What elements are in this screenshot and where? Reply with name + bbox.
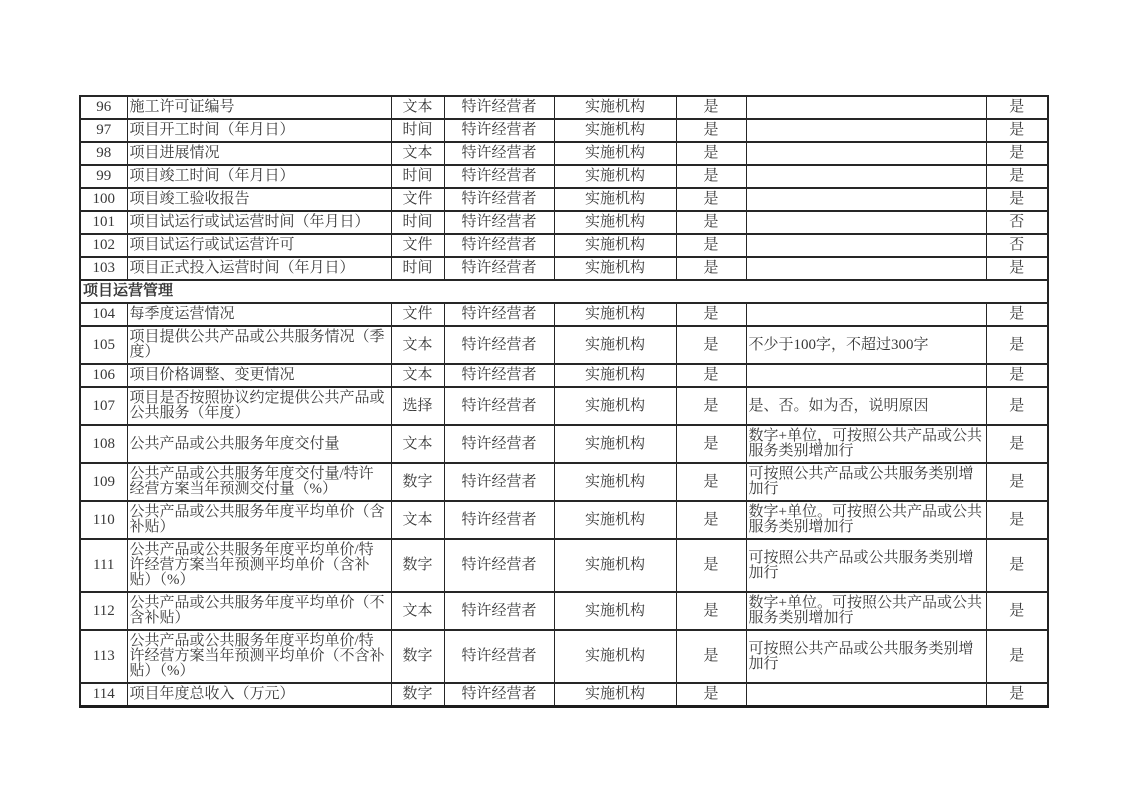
table-row (80, 501, 1048, 539)
cell-seq-number: 110 (80, 501, 127, 539)
cell-public-flag: 是 (986, 425, 1048, 463)
cell-seq-number: 109 (80, 463, 127, 501)
cell-note: 不少于100字，不超过300字 (746, 326, 986, 364)
cell-item-name: 项目提供公共产品或公共服务情况（季度） (127, 326, 391, 364)
cell-item-name: 项目正式投入运营时间（年月日） (127, 257, 391, 280)
table-row (80, 592, 1048, 630)
cell-data-type: 时间 (391, 257, 444, 280)
cell-seq-number: 102 (80, 234, 127, 257)
cell-fill-party: 特许经营者 (444, 142, 554, 165)
cell-fill-party: 特许经营者 (444, 387, 554, 425)
cell-required-flag: 是 (676, 501, 746, 539)
cell-note: 是、否。如为否，说明原因 (746, 387, 986, 425)
cell-note (746, 119, 986, 142)
cell-seq-number: 114 (80, 683, 127, 707)
table-row (80, 234, 1048, 257)
cell-review-party: 实施机构 (554, 630, 676, 683)
cell-required-flag: 是 (676, 683, 746, 707)
cell-data-type: 时间 (391, 165, 444, 188)
cell-data-type: 文件 (391, 234, 444, 257)
cell-required-flag: 是 (676, 165, 746, 188)
cell-seq-number: 98 (80, 142, 127, 165)
cell-seq-number: 100 (80, 188, 127, 211)
cell-seq-number: 112 (80, 592, 127, 630)
cell-item-name: 施工许可证编号 (127, 96, 391, 119)
cell-fill-party: 特许经营者 (444, 463, 554, 501)
cell-fill-party: 特许经营者 (444, 364, 554, 387)
cell-public-flag: 是 (986, 303, 1048, 326)
cell-note: 数字+单位。可按照公共产品或公共服务类别增加行 (746, 501, 986, 539)
cell-item-name: 项目试运行或试运营时间（年月日） (127, 211, 391, 234)
cell-required-flag: 是 (676, 364, 746, 387)
cell-required-flag: 是 (676, 257, 746, 280)
cell-item-name: 项目竣工验收报告 (127, 188, 391, 211)
section-header-title: 项目运营管理 (80, 280, 1048, 303)
cell-public-flag: 是 (986, 364, 1048, 387)
table-row (80, 165, 1048, 188)
cell-item-name: 项目进展情况 (127, 142, 391, 165)
cell-seq-number: 96 (80, 96, 127, 119)
cell-seq-number: 107 (80, 387, 127, 425)
table-row (80, 364, 1048, 387)
table-row (80, 463, 1048, 501)
cell-fill-party: 特许经营者 (444, 501, 554, 539)
cell-data-type: 数字 (391, 463, 444, 501)
cell-review-party: 实施机构 (554, 683, 676, 707)
cell-fill-party: 特许经营者 (444, 539, 554, 592)
cell-data-type: 选择 (391, 387, 444, 425)
cell-data-type: 文本 (391, 142, 444, 165)
cell-fill-party: 特许经营者 (444, 188, 554, 211)
cell-public-flag: 是 (986, 463, 1048, 501)
cell-seq-number: 97 (80, 119, 127, 142)
cell-public-flag: 是 (986, 592, 1048, 630)
table-row (80, 326, 1048, 364)
cell-review-party: 实施机构 (554, 234, 676, 257)
cell-fill-party: 特许经营者 (444, 211, 554, 234)
cell-seq-number: 108 (80, 425, 127, 463)
cell-data-type: 文本 (391, 425, 444, 463)
cell-required-flag: 是 (676, 425, 746, 463)
cell-data-type: 文本 (391, 501, 444, 539)
cell-data-type: 文件 (391, 188, 444, 211)
cell-review-party: 实施机构 (554, 539, 676, 592)
cell-note (746, 683, 986, 707)
cell-seq-number: 101 (80, 211, 127, 234)
cell-note (746, 211, 986, 234)
cell-data-type: 数字 (391, 683, 444, 707)
table-row (80, 303, 1048, 326)
section-header-row (80, 280, 1048, 303)
cell-fill-party: 特许经营者 (444, 303, 554, 326)
cell-required-flag: 是 (676, 303, 746, 326)
cell-required-flag: 是 (676, 211, 746, 234)
table-row (80, 539, 1048, 592)
table-row (80, 119, 1048, 142)
cell-seq-number: 104 (80, 303, 127, 326)
cell-seq-number: 99 (80, 165, 127, 188)
cell-data-type: 文本 (391, 592, 444, 630)
cell-required-flag: 是 (676, 463, 746, 501)
cell-review-party: 实施机构 (554, 592, 676, 630)
cell-public-flag: 是 (986, 142, 1048, 165)
cell-seq-number: 103 (80, 257, 127, 280)
cell-item-name: 公共产品或公共服务年度平均单价（不含补贴） (127, 592, 391, 630)
cell-review-party: 实施机构 (554, 463, 676, 501)
cell-note: 数字+单位。可按照公共产品或公共服务类别增加行 (746, 592, 986, 630)
cell-review-party: 实施机构 (554, 326, 676, 364)
table-body (80, 96, 1048, 707)
cell-review-party: 实施机构 (554, 119, 676, 142)
cell-note: 可按照公共产品或公共服务类别增加行 (746, 539, 986, 592)
cell-data-type: 时间 (391, 211, 444, 234)
cell-seq-number: 106 (80, 364, 127, 387)
cell-public-flag: 否 (986, 211, 1048, 234)
table-row (80, 257, 1048, 280)
cell-note: 可按照公共产品或公共服务类别增加行 (746, 463, 986, 501)
cell-review-party: 实施机构 (554, 425, 676, 463)
cell-data-type: 文本 (391, 364, 444, 387)
cell-seq-number: 111 (80, 539, 127, 592)
table-row (80, 630, 1048, 683)
cell-item-name: 公共产品或公共服务年度交付量 (127, 425, 391, 463)
cell-note (746, 96, 986, 119)
cell-item-name: 项目是否按照协议约定提供公共产品或公共服务（年度） (127, 387, 391, 425)
cell-data-type: 时间 (391, 119, 444, 142)
cell-required-flag: 是 (676, 142, 746, 165)
cell-review-party: 实施机构 (554, 364, 676, 387)
cell-review-party: 实施机构 (554, 96, 676, 119)
table-row (80, 188, 1048, 211)
cell-seq-number: 105 (80, 326, 127, 364)
cell-note: 数字+单位，可按照公共产品或公共服务类别增加行 (746, 425, 986, 463)
cell-public-flag: 是 (986, 539, 1048, 592)
cell-data-type: 文本 (391, 326, 444, 364)
table-row (80, 211, 1048, 234)
cell-item-name: 公共产品或公共服务年度平均单价（含补贴） (127, 501, 391, 539)
cell-fill-party: 特许经营者 (444, 592, 554, 630)
cell-required-flag: 是 (676, 630, 746, 683)
cell-item-name: 每季度运营情况 (127, 303, 391, 326)
cell-fill-party: 特许经营者 (444, 425, 554, 463)
cell-required-flag: 是 (676, 592, 746, 630)
cell-item-name: 项目价格调整、变更情况 (127, 364, 391, 387)
cell-public-flag: 是 (986, 96, 1048, 119)
cell-public-flag: 是 (986, 326, 1048, 364)
cell-review-party: 实施机构 (554, 501, 676, 539)
cell-note (746, 364, 986, 387)
cell-note (746, 257, 986, 280)
cell-required-flag: 是 (676, 119, 746, 142)
cell-note (746, 165, 986, 188)
cell-data-type: 数字 (391, 630, 444, 683)
cell-review-party: 实施机构 (554, 188, 676, 211)
cell-public-flag: 是 (986, 188, 1048, 211)
cell-required-flag: 是 (676, 387, 746, 425)
table-row (80, 425, 1048, 463)
table-row (80, 96, 1048, 119)
cell-review-party: 实施机构 (554, 211, 676, 234)
cell-public-flag: 是 (986, 630, 1048, 683)
cell-fill-party: 特许经营者 (444, 683, 554, 707)
cell-public-flag: 是 (986, 257, 1048, 280)
cell-seq-number: 113 (80, 630, 127, 683)
cell-review-party: 实施机构 (554, 257, 676, 280)
cell-public-flag: 是 (986, 683, 1048, 707)
cell-item-name: 项目试运行或试运营许可 (127, 234, 391, 257)
cell-note (746, 188, 986, 211)
cell-public-flag: 是 (986, 387, 1048, 425)
cell-note (746, 303, 986, 326)
cell-data-type: 文件 (391, 303, 444, 326)
disclosure-items-table (79, 95, 1049, 708)
cell-item-name: 公共产品或公共服务年度平均单价/特许经营方案当年预测平均单价（不含补贴）（%） (127, 630, 391, 683)
cell-public-flag: 是 (986, 119, 1048, 142)
cell-item-name: 项目开工时间（年月日） (127, 119, 391, 142)
cell-fill-party: 特许经营者 (444, 96, 554, 119)
cell-public-flag: 否 (986, 234, 1048, 257)
cell-note (746, 234, 986, 257)
cell-required-flag: 是 (676, 326, 746, 364)
cell-item-name: 公共产品或公共服务年度平均单价/特许经营方案当年预测平均单价（含补贴）（%） (127, 539, 391, 592)
cell-fill-party: 特许经营者 (444, 257, 554, 280)
cell-fill-party: 特许经营者 (444, 165, 554, 188)
cell-fill-party: 特许经营者 (444, 234, 554, 257)
cell-data-type: 文本 (391, 96, 444, 119)
cell-data-type: 数字 (391, 539, 444, 592)
cell-note: 可按照公共产品或公共服务类别增加行 (746, 630, 986, 683)
table-row (80, 683, 1048, 707)
cell-required-flag: 是 (676, 188, 746, 211)
cell-fill-party: 特许经营者 (444, 630, 554, 683)
table-row (80, 387, 1048, 425)
cell-public-flag: 是 (986, 501, 1048, 539)
table-row (80, 142, 1048, 165)
cell-fill-party: 特许经营者 (444, 326, 554, 364)
cell-review-party: 实施机构 (554, 303, 676, 326)
cell-review-party: 实施机构 (554, 387, 676, 425)
cell-review-party: 实施机构 (554, 165, 676, 188)
cell-required-flag: 是 (676, 96, 746, 119)
cell-required-flag: 是 (676, 234, 746, 257)
cell-required-flag: 是 (676, 539, 746, 592)
cell-fill-party: 特许经营者 (444, 119, 554, 142)
cell-item-name: 项目竣工时间（年月日） (127, 165, 391, 188)
cell-public-flag: 是 (986, 165, 1048, 188)
cell-note (746, 142, 986, 165)
cell-review-party: 实施机构 (554, 142, 676, 165)
cell-item-name: 公共产品或公共服务年度交付量/特许经营方案当年预测交付量（%） (127, 463, 391, 501)
cell-item-name: 项目年度总收入（万元） (127, 683, 391, 707)
